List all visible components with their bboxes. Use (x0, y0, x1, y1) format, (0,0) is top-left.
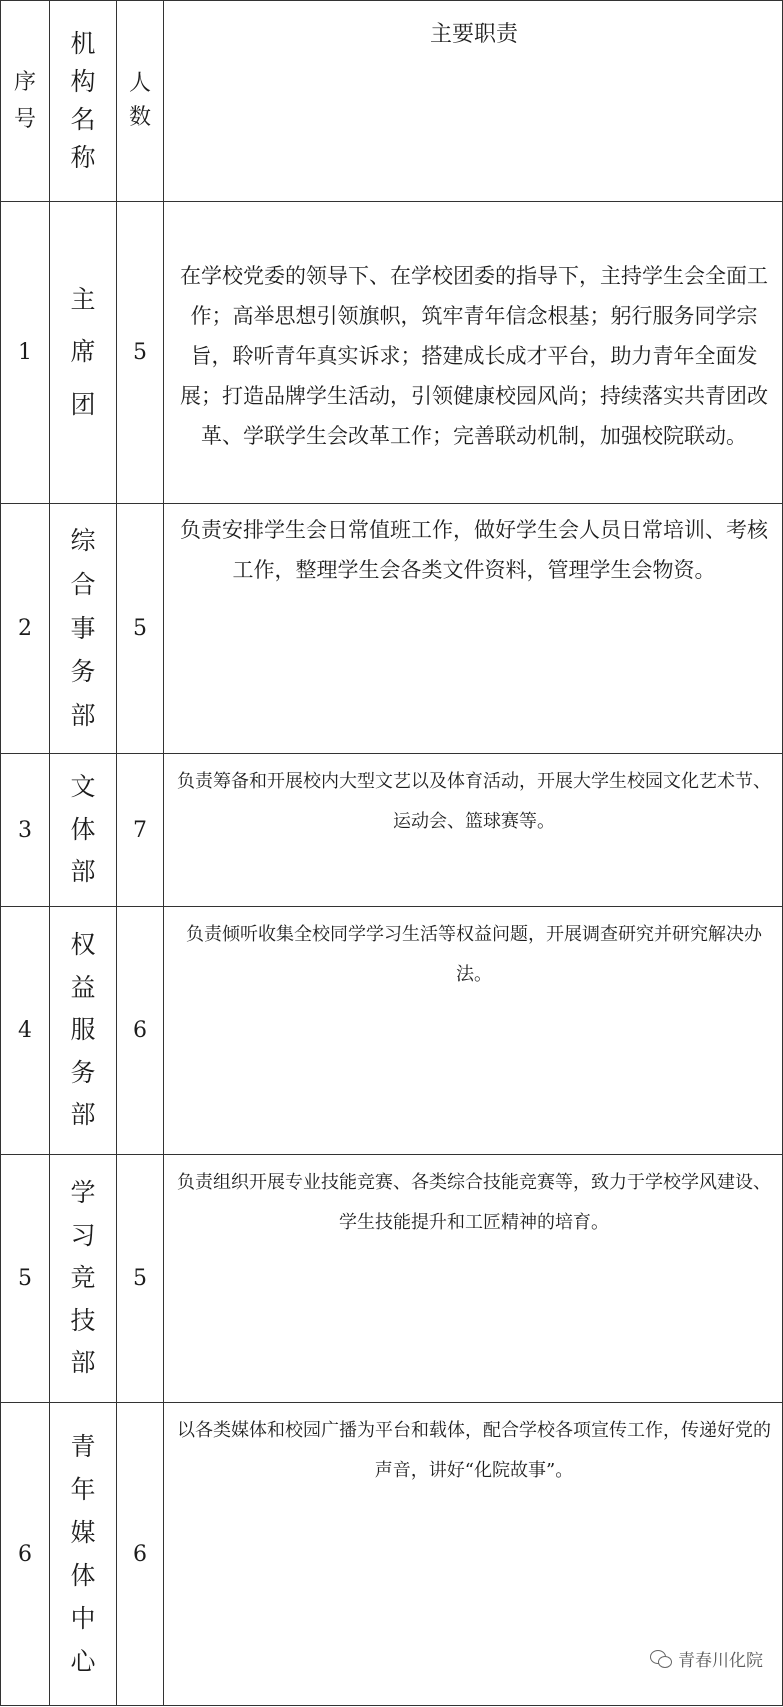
table-row (1, 907, 783, 1155)
row-org: 文体部 (50, 754, 117, 907)
row-num: 5 (117, 202, 164, 504)
row-org: 主席团 (50, 202, 117, 504)
row-seq: 6 (1, 1403, 50, 1706)
table-row (1, 754, 783, 907)
row-duty: 负责组织开展专业技能竞赛、各类综合技能竞赛等，致力于学校学风建设、学生技能提升和工匠精神的培育。 (164, 1155, 783, 1403)
row-seq: 2 (1, 504, 50, 754)
row-org: 综合事务部 (50, 504, 117, 754)
row-duty: 负责倾听收集全校同学学习生活等权益问题，开展调查研究并研究解决办法。 (164, 907, 783, 1155)
header-duty: 主要职责 (164, 1, 783, 202)
row-seq: 3 (1, 754, 50, 907)
row-num: 6 (117, 907, 164, 1155)
table-row (1, 504, 783, 754)
row-duty: 负责筹备和开展校内大型文艺以及体育活动，开展大学生校园文化艺术节、运动会、篮球赛等。 (164, 754, 783, 907)
table-row (1, 202, 783, 504)
row-num: 5 (117, 1155, 164, 1403)
row-duty: 以各类媒体和校园广播为平台和载体，配合学校各项宣传工作，传递好党的声音，讲好“化院故事”。 (164, 1403, 783, 1706)
row-duty: 负责安排学生会日常值班工作，做好学生会人员日常培训、考核工作，整理学生会各类文件资料，管理学生会物资。 (164, 504, 783, 754)
row-org: 青年媒体中心 (50, 1403, 117, 1706)
table-header-row (1, 1, 783, 202)
row-org: 学习竞技部 (50, 1155, 117, 1403)
watermark (650, 1646, 763, 1671)
table-row (1, 1155, 783, 1403)
row-num: 7 (117, 754, 164, 907)
row-seq: 5 (1, 1155, 50, 1403)
row-num: 5 (117, 504, 164, 754)
header-org: 机构名称 (50, 1, 117, 202)
row-seq: 1 (1, 202, 50, 504)
row-num: 6 (117, 1403, 164, 1706)
row-seq: 4 (1, 907, 50, 1155)
header-seq: 序号 (1, 1, 50, 202)
row-org: 权益服务部 (50, 907, 117, 1155)
header-num: 人数 (117, 1, 164, 202)
wechat-icon (650, 1650, 672, 1668)
watermark-text: 青春川化院 (678, 1651, 763, 1671)
row-duty: 在学校党委的领导下、在学校团委的指导下，主持学生会全面工作；高举思想引领旗帜，筑牢青年信念根基；躬行服务同学宗旨，聆听青年真实诉求；搭建成长成才平台，助力青年全面发展；打造品牌学生活动，引领健康校园风尚；持续落实共青团改革、学联学生会改革工作；完善联动机制，加强校院联动。 (164, 202, 783, 504)
